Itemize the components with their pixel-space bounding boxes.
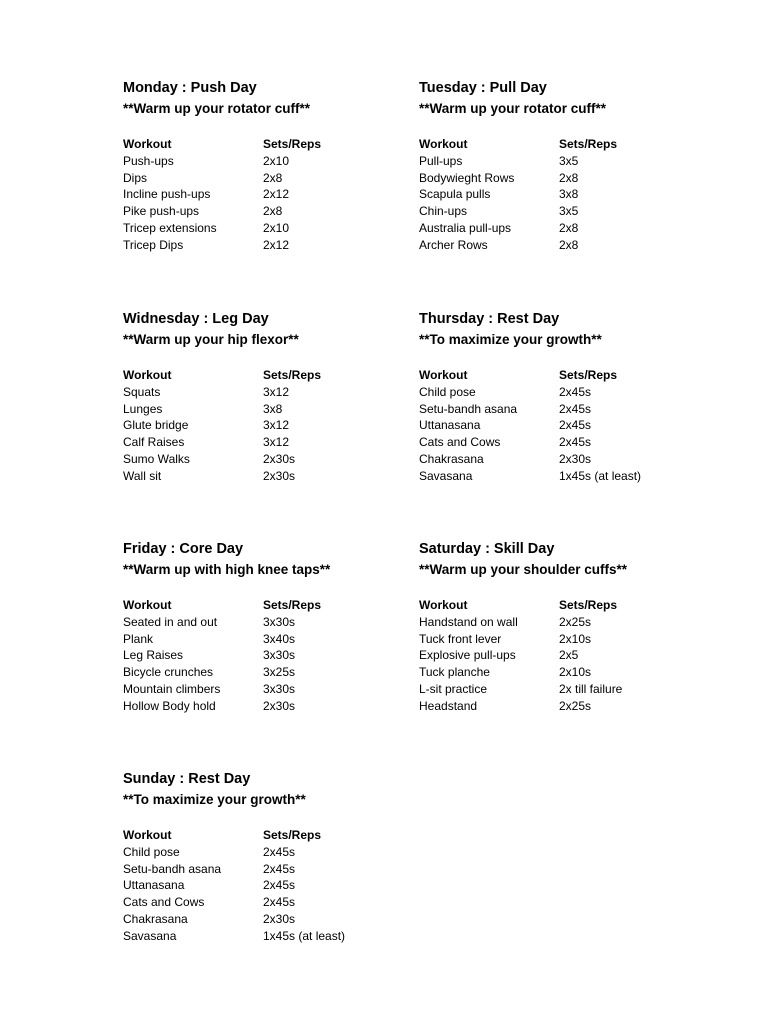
exercise-name: Bicycle crunches: [123, 665, 214, 680]
day-note: **To maximize your growth**: [123, 792, 306, 807]
table-row: [123, 911, 403, 928]
sets-reps-value: 2x10s: [559, 665, 592, 680]
day-block-friday: [123, 540, 423, 715]
table-row: [419, 434, 699, 451]
workout-table: [419, 136, 699, 254]
sets-reps-value: 3x30s: [263, 681, 296, 696]
workout-table: [123, 827, 403, 945]
day-note: **Warm up with high knee taps**: [123, 562, 331, 577]
workout-column-header: Workout: [419, 368, 468, 382]
exercise-name: Dips: [123, 170, 148, 185]
exercise-name: Incline push-ups: [123, 187, 211, 202]
day-note: **Warm up your rotator cuff**: [419, 101, 607, 116]
table-row: [123, 220, 403, 237]
workout-table: [123, 597, 403, 715]
day-title: Saturday : Skill Day: [419, 541, 555, 557]
table-row: [419, 614, 699, 631]
table-row: [123, 928, 403, 945]
table-header-row: [123, 827, 403, 844]
day-block-saturday: [419, 540, 719, 715]
workout-column-header: Workout: [123, 137, 172, 151]
workout-column-header: Workout: [419, 137, 468, 151]
exercise-name: Lunges: [123, 401, 163, 416]
sets-reps-value: 2x45s: [263, 861, 296, 876]
sets-reps-value: 3x8: [263, 401, 283, 416]
table-row: [419, 220, 699, 237]
table-header-row: [123, 136, 403, 153]
exercise-name: Bodywieght Rows: [419, 170, 515, 185]
exercise-name: Sumo Walks: [123, 451, 190, 466]
sets-reps-column-header: Sets/Reps: [559, 598, 618, 612]
sets-reps-value: 2x30s: [263, 468, 296, 483]
sets-reps-value: 2x10s: [559, 631, 592, 646]
table-row: [419, 417, 699, 434]
day-title: Monday : Push Day: [123, 80, 257, 96]
day-block-monday: [123, 79, 423, 254]
sets-reps-value: 3x5: [559, 204, 579, 219]
table-row: [123, 861, 403, 878]
exercise-name: Calf Raises: [123, 435, 185, 450]
table-row: [419, 698, 699, 715]
day-title: Friday : Core Day: [123, 541, 244, 557]
day-block-wednesday: [123, 310, 423, 485]
sets-reps-value: 2x25s: [559, 698, 592, 713]
table-row: [419, 664, 699, 681]
exercise-name: Australia pull-ups: [419, 220, 512, 235]
day-note: **To maximize your growth**: [419, 332, 602, 347]
sets-reps-value: 2x30s: [263, 911, 296, 926]
workout-table: [419, 597, 699, 715]
table-row: [123, 877, 403, 894]
exercise-name: Pike push-ups: [123, 204, 200, 219]
sets-reps-value: 3x30s: [263, 648, 296, 663]
workout-column-header: Workout: [123, 828, 172, 842]
exercise-name: Hollow Body hold: [123, 698, 216, 713]
table-row: [419, 170, 699, 187]
sets-reps-value: 2x10: [263, 220, 290, 235]
sets-reps-value: 1x45s (at least): [559, 468, 642, 483]
sets-reps-column-header: Sets/Reps: [263, 368, 322, 382]
sets-reps-value: 2x30s: [559, 451, 592, 466]
sets-reps-value: 2x5: [559, 648, 579, 663]
workout-table: [419, 367, 699, 485]
sets-reps-column-header: Sets/Reps: [263, 598, 322, 612]
table-row: [123, 417, 403, 434]
sets-reps-value: 3x40s: [263, 631, 296, 646]
sets-reps-value: 2x8: [559, 220, 579, 235]
exercise-name: Mountain climbers: [123, 681, 221, 696]
table-row: [123, 384, 403, 401]
day-block-sunday: [123, 770, 423, 945]
workout-column-header: Workout: [123, 598, 172, 612]
sets-reps-value: 3x12: [263, 435, 290, 450]
sets-reps-value: 2x8: [263, 204, 283, 219]
sets-reps-value: 2x30s: [263, 698, 296, 713]
exercise-name: Headstand: [419, 698, 478, 713]
sets-reps-value: 2x45s: [559, 401, 592, 416]
exercise-name: Push-ups: [123, 153, 174, 168]
exercise-name: Seated in and out: [123, 614, 218, 629]
table-header-row: [419, 136, 699, 153]
sets-reps-value: 2x8: [559, 237, 579, 252]
sets-reps-value: 2x45s: [559, 435, 592, 450]
exercise-name: L-sit practice: [419, 681, 488, 696]
exercise-name: Uttanasana: [419, 418, 481, 433]
table-row: [123, 451, 403, 468]
table-row: [123, 468, 403, 485]
exercise-name: Setu-bandh asana: [123, 861, 222, 876]
sets-reps-value: 2x till failure: [559, 681, 623, 696]
day-title: Sunday : Rest Day: [123, 771, 251, 787]
table-row: [419, 647, 699, 664]
sets-reps-value: 2x8: [559, 170, 579, 185]
exercise-name: Cats and Cows: [419, 435, 501, 450]
table-row: [419, 237, 699, 254]
table-header-row: [419, 367, 699, 384]
sets-reps-value: 3x12: [263, 384, 290, 399]
table-row: [419, 401, 699, 418]
sets-reps-value: 1x45s (at least): [263, 928, 346, 943]
table-row: [419, 153, 699, 170]
exercise-name: Cats and Cows: [123, 895, 205, 910]
table-row: [419, 203, 699, 220]
sets-reps-value: 2x10: [263, 153, 290, 168]
sets-reps-value: 2x45s: [263, 878, 296, 893]
table-row: [123, 647, 403, 664]
sets-reps-value: 2x8: [263, 170, 283, 185]
table-row: [419, 186, 699, 203]
table-header-row: [419, 597, 699, 614]
sets-reps-value: 2x12: [263, 187, 290, 202]
sets-reps-value: 2x45s: [263, 895, 296, 910]
exercise-name: Wall sit: [123, 468, 162, 483]
sets-reps-value: 3x30s: [263, 614, 296, 629]
sets-reps-value: 2x30s: [263, 451, 296, 466]
exercise-name: Plank: [123, 631, 154, 646]
table-row: [419, 384, 699, 401]
day-title: Widnesday : Leg Day: [123, 311, 269, 327]
workout-column-header: Workout: [123, 368, 172, 382]
exercise-name: Tricep extensions: [123, 220, 217, 235]
table-row: [419, 631, 699, 648]
table-row: [123, 203, 403, 220]
exercise-name: Setu-bandh asana: [419, 401, 518, 416]
sets-reps-value: 3x5: [559, 153, 579, 168]
exercise-name: Tuck planche: [419, 665, 490, 680]
exercise-name: Savasana: [123, 928, 177, 943]
table-header-row: [123, 597, 403, 614]
day-note: **Warm up your rotator cuff**: [123, 101, 311, 116]
sets-reps-value: 3x12: [263, 418, 290, 433]
exercise-name: Squats: [123, 384, 161, 399]
sets-reps-value: 2x25s: [559, 614, 592, 629]
day-note: **Warm up your shoulder cuffs**: [419, 562, 628, 577]
table-row: [123, 664, 403, 681]
sets-reps-value: 2x45s: [559, 418, 592, 433]
table-row: [123, 614, 403, 631]
day-block-tuesday: [419, 79, 719, 254]
exercise-name: Leg Raises: [123, 648, 184, 663]
exercise-name: Child pose: [419, 384, 476, 399]
table-row: [123, 631, 403, 648]
table-row: [123, 844, 403, 861]
day-note: **Warm up your hip flexor**: [123, 332, 299, 347]
day-block-thursday: [419, 310, 719, 485]
sets-reps-value: 2x45s: [559, 384, 592, 399]
sets-reps-value: 3x25s: [263, 665, 296, 680]
table-row: [123, 237, 403, 254]
sets-reps-column-header: Sets/Reps: [559, 137, 618, 151]
sets-reps-column-header: Sets/Reps: [263, 828, 322, 842]
table-row: [419, 681, 699, 698]
exercise-name: Savasana: [419, 468, 473, 483]
exercise-name: Glute bridge: [123, 418, 189, 433]
table-row: [123, 186, 403, 203]
table-row: [123, 434, 403, 451]
workout-table: [123, 367, 403, 485]
exercise-name: Chakrasana: [123, 911, 188, 926]
sets-reps-value: 2x12: [263, 237, 290, 252]
day-title: Thursday : Rest Day: [419, 311, 560, 327]
exercise-name: Tuck front lever: [419, 631, 502, 646]
table-row: [123, 681, 403, 698]
sets-reps-column-header: Sets/Reps: [559, 368, 618, 382]
exercise-name: Uttanasana: [123, 878, 185, 893]
exercise-name: Chakrasana: [419, 451, 484, 466]
sets-reps-value: 2x45s: [263, 844, 296, 859]
exercise-name: Archer Rows: [419, 237, 488, 252]
sets-reps-column-header: Sets/Reps: [263, 137, 322, 151]
table-row: [123, 170, 403, 187]
exercise-name: Explosive pull-ups: [419, 648, 516, 663]
exercise-name: Tricep Dips: [123, 237, 184, 252]
table-row: [123, 401, 403, 418]
exercise-name: Pull-ups: [419, 153, 463, 168]
table-row: [419, 451, 699, 468]
table-row: [123, 894, 403, 911]
table-row: [419, 468, 699, 485]
table-header-row: [123, 367, 403, 384]
workout-column-header: Workout: [419, 598, 468, 612]
table-row: [123, 153, 403, 170]
exercise-name: Handstand on wall: [419, 614, 518, 629]
exercise-name: Chin-ups: [419, 204, 468, 219]
table-row: [123, 698, 403, 715]
workout-table: [123, 136, 403, 254]
exercise-name: Scapula pulls: [419, 187, 491, 202]
sets-reps-value: 3x8: [559, 187, 579, 202]
day-title: Tuesday : Pull Day: [419, 80, 547, 96]
exercise-name: Child pose: [123, 844, 180, 859]
